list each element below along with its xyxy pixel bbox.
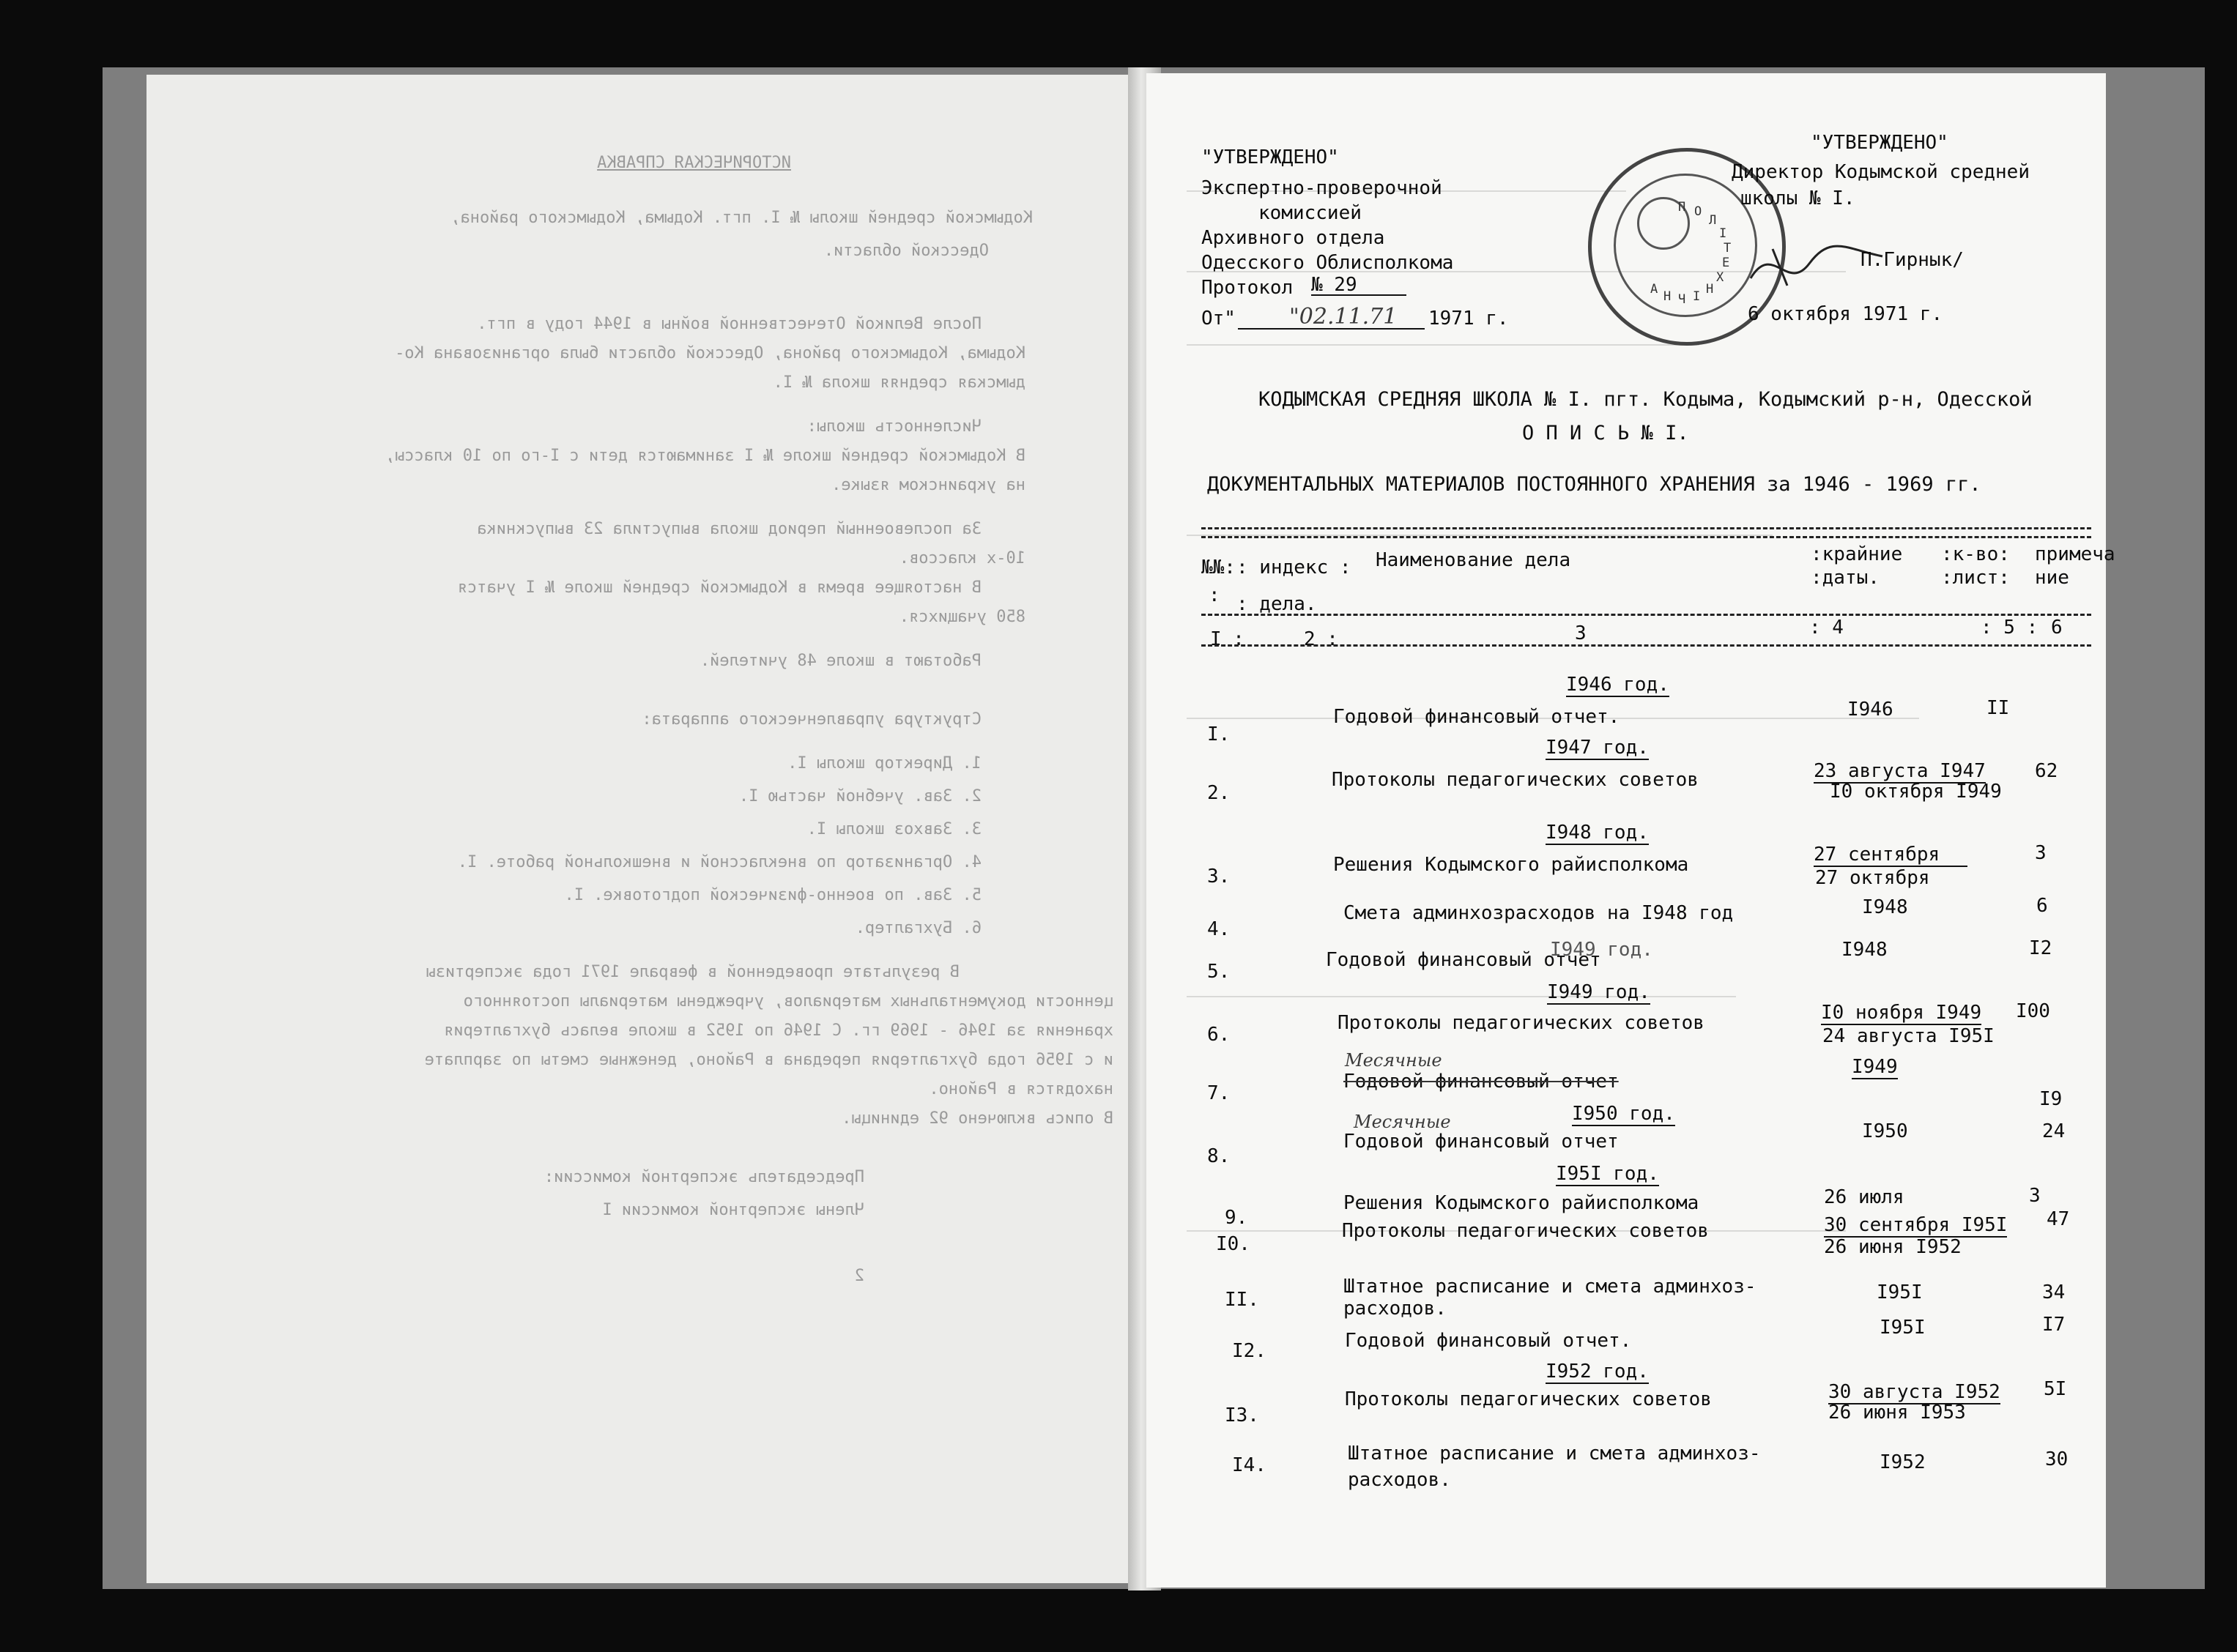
left-line: Структура управленческого аппарата: [642, 710, 982, 729]
approval-left-title: "УТВЕРЖДЕНО" [1201, 146, 1339, 168]
row-sheets: 30 [2045, 1448, 2069, 1470]
year-heading: I948 год. [1546, 822, 1649, 844]
row-dates: 26 июля [1824, 1186, 1904, 1208]
date-handwritten: "02.11.71 [1289, 306, 1425, 330]
year-heading: I949 год. [1547, 981, 1650, 1003]
row-dates-end: 24 августа I95I [1822, 1025, 1995, 1047]
table-rule [1201, 614, 2091, 616]
left-line: В Кодымской средней школе № I занимаются дети с I-го по 10 классы, [385, 447, 1025, 465]
left-line: хранения за 1946 - 1969 гг. С 1946 по 1952 в школе велась бухгалтерия [444, 1022, 1113, 1040]
col-index: : дела. [1236, 593, 1317, 615]
col-number-row: 3 [1575, 622, 1587, 644]
col-sheets: :к-во: [1941, 543, 2010, 565]
approval-right-line: Директор Кодымской средней [1732, 161, 2030, 183]
row-number: 4. [1207, 918, 1231, 940]
row-sheets: II [1986, 697, 2010, 719]
left-page-mirrored-text [168, 132, 1143, 1377]
row-dates: I95I [1880, 1317, 1926, 1339]
row-title: Решения Кодымского райисполкома [1333, 854, 1689, 876]
left-line: и с 1956 года бухгалтерия передана в Районо, денежные сметы по зарплате [424, 1051, 1113, 1069]
left-line: Одесской области. [823, 242, 989, 260]
handwritten-note: Месячные [1345, 1050, 1442, 1071]
left-line: Члены экспертной комиссии I [602, 1201, 864, 1219]
left-header: ИСТОРИЧЕСКАЯ СПРАВКА [597, 154, 791, 172]
row-dates-end: 26 июня I952 [1824, 1236, 1962, 1258]
left-line: В опись включено 92 единицы. [842, 1109, 1113, 1128]
row-dates: I950 [1862, 1120, 1908, 1142]
col-sheets: :лист: [1941, 567, 2010, 589]
row-number: 5. [1207, 961, 1231, 983]
col-num: №№: [1201, 557, 1236, 578]
col-note: примеча [2035, 543, 2115, 565]
col-note: ние [2035, 567, 2069, 589]
left-line: 2. Зав. учебной частью I. [738, 787, 982, 805]
date-year: 1971 г. [1428, 308, 1509, 330]
row-title: Штатное расписание и смета админхоз- [1343, 1276, 1756, 1298]
row-number: 2. [1207, 782, 1231, 804]
left-line: 4. Организатор по внеклассной и внешкольной работе. I. [457, 853, 982, 871]
row-sheets: 47 [2047, 1208, 2070, 1230]
table-rule [1201, 536, 2091, 538]
handwritten-note: Месячные [1354, 1112, 1451, 1132]
row-sheets: 62 [2035, 760, 2058, 782]
left-line: на украинском языке. [831, 476, 1025, 494]
left-line: 10-х классов. [899, 549, 1025, 568]
date-prefix: От" [1201, 308, 1236, 330]
row-number: 7. [1207, 1082, 1231, 1104]
date-blank [1238, 328, 1296, 330]
year-heading: I947 год. [1546, 737, 1649, 759]
row-dates: 30 августа I952 [1828, 1381, 2000, 1403]
row-number: I2. [1232, 1340, 1266, 1362]
year-heading: I952 год. [1546, 1361, 1649, 1383]
row-dates: I0 ноября I949 [1821, 1002, 1982, 1024]
row-sheets: 3 [2035, 842, 2047, 864]
left-line: 3. Завхоз школы I. [806, 820, 982, 838]
row-sheets: 24 [2042, 1120, 2066, 1142]
row-dates: 30 сентября I95I [1824, 1214, 2008, 1236]
row-number: 6. [1207, 1024, 1231, 1046]
row-dates-end: I0 октября I949 [1830, 781, 2002, 803]
row-title: Годовой финансовый отчет. [1345, 1330, 1632, 1352]
signer-name: П.Гирнык/ [1861, 249, 1964, 271]
opis-title: О П И С Ь № I. [1522, 422, 1689, 444]
opis-subtitle: ДОКУМЕНТАЛЬНЫХ МАТЕРИАЛОВ ПОСТОЯННОГО ХРАНЕНИЯ за 1946 - 1969 гг. [1207, 473, 1981, 496]
left-line: 2 [854, 1267, 864, 1285]
year-heading-overprint: I949 год. [1550, 939, 1653, 961]
row-title: Смета админхозрасходов на I948 год [1343, 902, 1734, 924]
col-dates: :крайние [1811, 543, 1903, 565]
table-rule [1201, 527, 2091, 529]
row-number: 9. [1225, 1207, 1248, 1229]
left-line: ценности документальных материалов, учреждены материалы постоянного [463, 992, 1113, 1011]
approval-left-line: Одесского Облисполкома [1201, 252, 1454, 274]
school-title: КОДЫМСКАЯ СРЕДНЯЯ ШКОЛА № I. пгт. Кодыма, Кодымский р-н, Одесской [1258, 388, 2033, 411]
year-heading: I946 год. [1566, 674, 1669, 696]
row-title: Годовой финансовый отчет [1343, 1131, 1619, 1153]
left-line: Численность школы: [806, 417, 982, 436]
approval-right-date: 6 октября 1971 г. [1748, 303, 1943, 325]
year-heading: I950 год. [1572, 1103, 1675, 1125]
protocol-label: Протокол [1201, 277, 1294, 299]
row-dates: I946 [1847, 699, 1893, 721]
row-title: Протоколы педагогических советов [1345, 1388, 1712, 1410]
approval-right-line: школы № I. [1740, 187, 1855, 209]
left-line: 5. Зав. по военно-физической подготовке. I. [564, 886, 982, 904]
col-num: : [1209, 584, 1220, 606]
row-sheets: 3 [2029, 1185, 2041, 1207]
row-title: Годовой финансовый отчет [1326, 949, 1601, 971]
year-heading: I95I год. [1556, 1163, 1659, 1185]
row-dates: 23 августа I947 [1814, 760, 1986, 782]
row-sheets: 6 [2036, 895, 2048, 917]
row-sheets: I2 [2029, 937, 2052, 959]
school-seal: П О Л І Т Е Х Н І Ч Н А [1588, 148, 1786, 346]
row-number: I4. [1232, 1454, 1266, 1476]
left-line: находятся в Районо. [929, 1080, 1113, 1098]
approval-left-line: Экспертно-проверочной [1201, 177, 1442, 199]
left-line: В настоящее время в Кодымской средней школе № I учатся [457, 578, 982, 597]
row-title: Годовой финансовый отчет [1343, 1071, 1619, 1093]
row-dates: I948 [1841, 939, 1888, 961]
row-number: 3. [1207, 866, 1231, 888]
row-title: Годовой финансовый отчет. [1333, 706, 1620, 728]
left-line: В результате проведенной в феврале 1971 года экспертизы [426, 963, 960, 981]
row-number: II. [1225, 1289, 1259, 1311]
row-sheets: 34 [2042, 1281, 2066, 1303]
col-name: Наименование дела [1376, 549, 1571, 571]
row-title-cont: расходов. [1343, 1298, 1447, 1320]
row-sheets: I7 [2042, 1314, 2066, 1336]
left-line: 1. Директор школы I. [787, 754, 982, 773]
left-line: Кодымской средней школы № I. пгт. Кодыма, Кодымского района, [450, 209, 1033, 227]
col-number-row: 2 : [1304, 628, 1338, 650]
approval-left-line: Архивного отдела [1201, 227, 1385, 249]
left-line: После Великой Отечественной войны в 1944 году в пгт. [477, 315, 982, 333]
row-title: Штатное расписание и смета админхоз- [1348, 1443, 1761, 1465]
row-sheets: 5I [2044, 1378, 2067, 1400]
row-title: Протоколы педагогических советов [1332, 769, 1699, 791]
left-line: Работают в школе 48 учителей. [700, 652, 982, 670]
row-number: 8. [1207, 1145, 1231, 1167]
table-rule [1201, 644, 2091, 647]
col-dates: :даты. [1811, 567, 1880, 589]
row-sheets: I00 [2016, 1000, 2050, 1022]
left-line: Председатель экспертной комиссии: [544, 1168, 864, 1186]
row-title: Протоколы педагогических советов [1338, 1012, 1704, 1034]
left-line: 850 учащихся. [899, 608, 1025, 626]
approval-left-line: комиссией [1258, 202, 1362, 224]
row-dates: I952 [1880, 1451, 1926, 1473]
col-index: : индекс : [1236, 557, 1351, 578]
col-number-row: I : [1210, 628, 1244, 650]
row-dates: 27 сентября [1814, 845, 1967, 867]
protocol-number: № 29 [1311, 275, 1406, 296]
row-dates-end: 27 октября [1815, 867, 1930, 889]
row-title-cont: расходов. [1348, 1469, 1451, 1491]
left-line: дымская средняя школа № I. [773, 373, 1025, 392]
row-dates-end: 26 июня I953 [1828, 1402, 1966, 1424]
row-number: I0. [1216, 1233, 1250, 1255]
col-number-row: 6 [2051, 617, 2063, 639]
row-sheets: I9 [2039, 1088, 2063, 1110]
row-dates: I95I [1877, 1281, 1923, 1303]
left-line: 6. Бухгалтер. [855, 919, 982, 937]
col-number-row: : 5 : [1981, 617, 2038, 639]
row-number: I. [1207, 723, 1231, 745]
col-number-row: : 4 [1809, 617, 1844, 639]
row-dates: I948 [1862, 896, 1908, 918]
row-title: Протоколы педагогических советов [1342, 1220, 1709, 1242]
left-line: Кодыма, Кодымского района, Одесской области была организована Ко- [395, 344, 1025, 362]
left-line: За послевоенный период школа выпустила 23 выпускника [477, 520, 982, 538]
row-title: Решения Кодымского райисполкома [1343, 1192, 1699, 1214]
approval-right-title: "УТВЕРЖДЕНО" [1811, 132, 1948, 154]
row-dates: I949 [1852, 1056, 1898, 1078]
row-number: I3. [1225, 1404, 1259, 1426]
